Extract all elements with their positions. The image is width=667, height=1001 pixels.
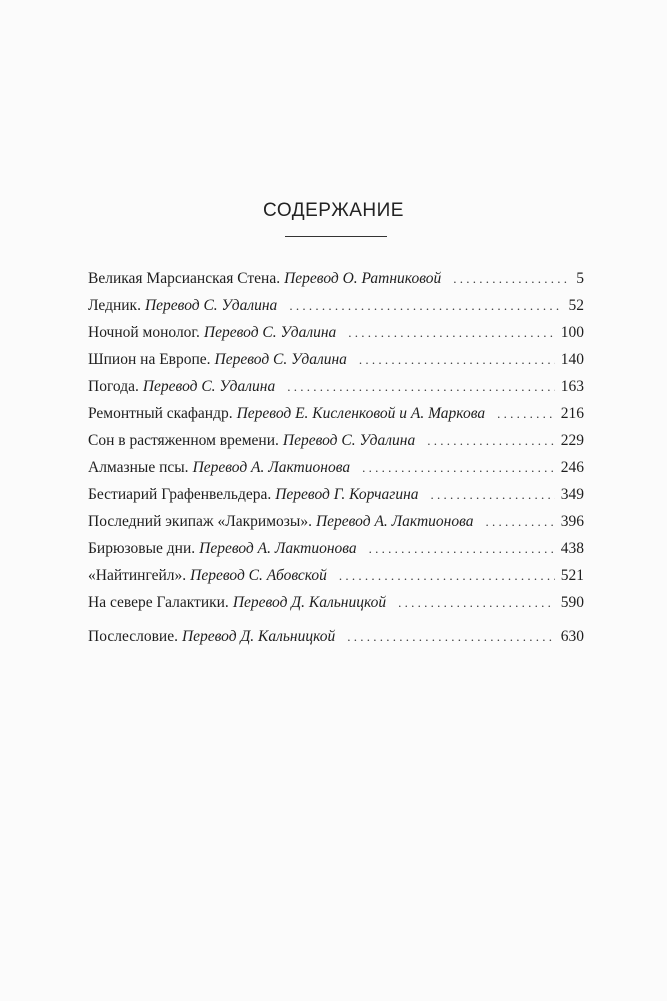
entry-page-number: 216 — [560, 405, 584, 422]
entry-translator: Перевод С. Удалина — [144, 297, 278, 314]
entry-translator: Перевод Г. Корчагина — [275, 486, 419, 503]
toc-entry — [88, 319, 584, 346]
title-underline — [285, 236, 387, 237]
entry-translator: Перевод О. Ратниковой — [284, 270, 442, 287]
toc-entry — [88, 400, 584, 427]
entry-title: На севере Галактики. — [88, 594, 229, 611]
toc-entry — [88, 454, 584, 481]
entry-translator: Перевод С. Удалина — [203, 324, 337, 341]
table-of-contents — [88, 265, 584, 650]
toc-entry — [88, 346, 584, 373]
entry-title: Ремонтный скафандр. — [88, 405, 233, 422]
entry-translator: Перевод С. Удалина — [214, 351, 347, 368]
entry-page-number: 140 — [560, 351, 584, 368]
toc-entry — [88, 481, 584, 508]
entry-page-number: 590 — [560, 594, 584, 611]
entry-page-number: 163 — [560, 378, 584, 395]
entry-page-number: 438 — [560, 540, 584, 557]
entry-title: Бирюзовые дни. — [88, 540, 196, 557]
entry-translator: Перевод Е. Кисленковой и А. Маркова — [236, 405, 486, 422]
entry-translator: Перевод А. Лактионова — [315, 513, 474, 530]
dot-leader — [359, 346, 555, 373]
toc-entry — [88, 562, 584, 589]
entry-title: Ночной монолог. — [88, 324, 200, 341]
dot-leader — [398, 589, 555, 616]
toc-entry — [88, 508, 584, 535]
toc-entry — [88, 265, 584, 292]
entry-title: «Найтингейл». — [88, 567, 187, 584]
entry-translator: Перевод Д. Кальницкой — [181, 628, 336, 645]
entry-page-number: 100 — [560, 324, 584, 341]
entry-page-number: 5 — [576, 270, 584, 287]
entry-translator: Перевод Д. Кальницкой — [232, 594, 387, 611]
entry-title: Шпион на Европе. — [88, 351, 211, 368]
entry-page-number: 396 — [560, 513, 584, 530]
dot-leader — [431, 481, 555, 508]
entry-page-number: 521 — [560, 567, 584, 584]
entry-translator: Перевод С. Удалина — [282, 432, 416, 449]
entry-page-number: 349 — [560, 486, 584, 503]
toc-entry — [88, 292, 584, 319]
entry-translator: Перевод С. Удалина — [142, 378, 276, 395]
dot-leader — [369, 535, 555, 562]
dot-leader — [485, 508, 554, 535]
dot-leader — [339, 562, 555, 589]
entry-title: Последний экипаж «Лакримозы». — [88, 513, 312, 530]
toc-entry-afterword — [88, 623, 584, 650]
toc-entry — [88, 427, 584, 454]
dot-leader — [287, 373, 555, 400]
dot-leader — [497, 400, 555, 427]
dot-leader — [362, 454, 555, 481]
entry-page-number: 229 — [560, 432, 584, 449]
dot-leader — [289, 292, 562, 319]
entry-title: Послесловие. — [88, 628, 178, 645]
entry-title: Погода. — [88, 378, 139, 395]
dot-leader — [347, 623, 554, 650]
entry-title: Бестиарий Графенвельдера. — [88, 486, 272, 503]
entry-title: Сон в растяженном времени. — [88, 432, 279, 449]
entry-translator: Перевод А. Лактионова — [192, 459, 351, 476]
entry-page-number: 630 — [560, 628, 584, 645]
toc-entry — [88, 589, 584, 616]
entry-page-number: 52 — [568, 297, 584, 314]
entry-title: Ледник. — [88, 297, 141, 314]
dot-leader — [453, 265, 568, 292]
page-title: СОДЕРЖАНИЕ — [263, 200, 404, 221]
entry-translator: Перевод А. Лактионова — [199, 540, 357, 557]
dot-leader — [348, 319, 554, 346]
entry-title: Великая Марсианская Стена. — [88, 270, 281, 287]
toc-entry — [88, 535, 584, 562]
entry-title: Алмазные псы. — [88, 459, 189, 476]
entry-translator: Перевод С. Абовской — [190, 567, 327, 584]
toc-entry — [88, 373, 584, 400]
entry-page-number: 246 — [560, 459, 584, 476]
dot-leader — [427, 427, 555, 454]
